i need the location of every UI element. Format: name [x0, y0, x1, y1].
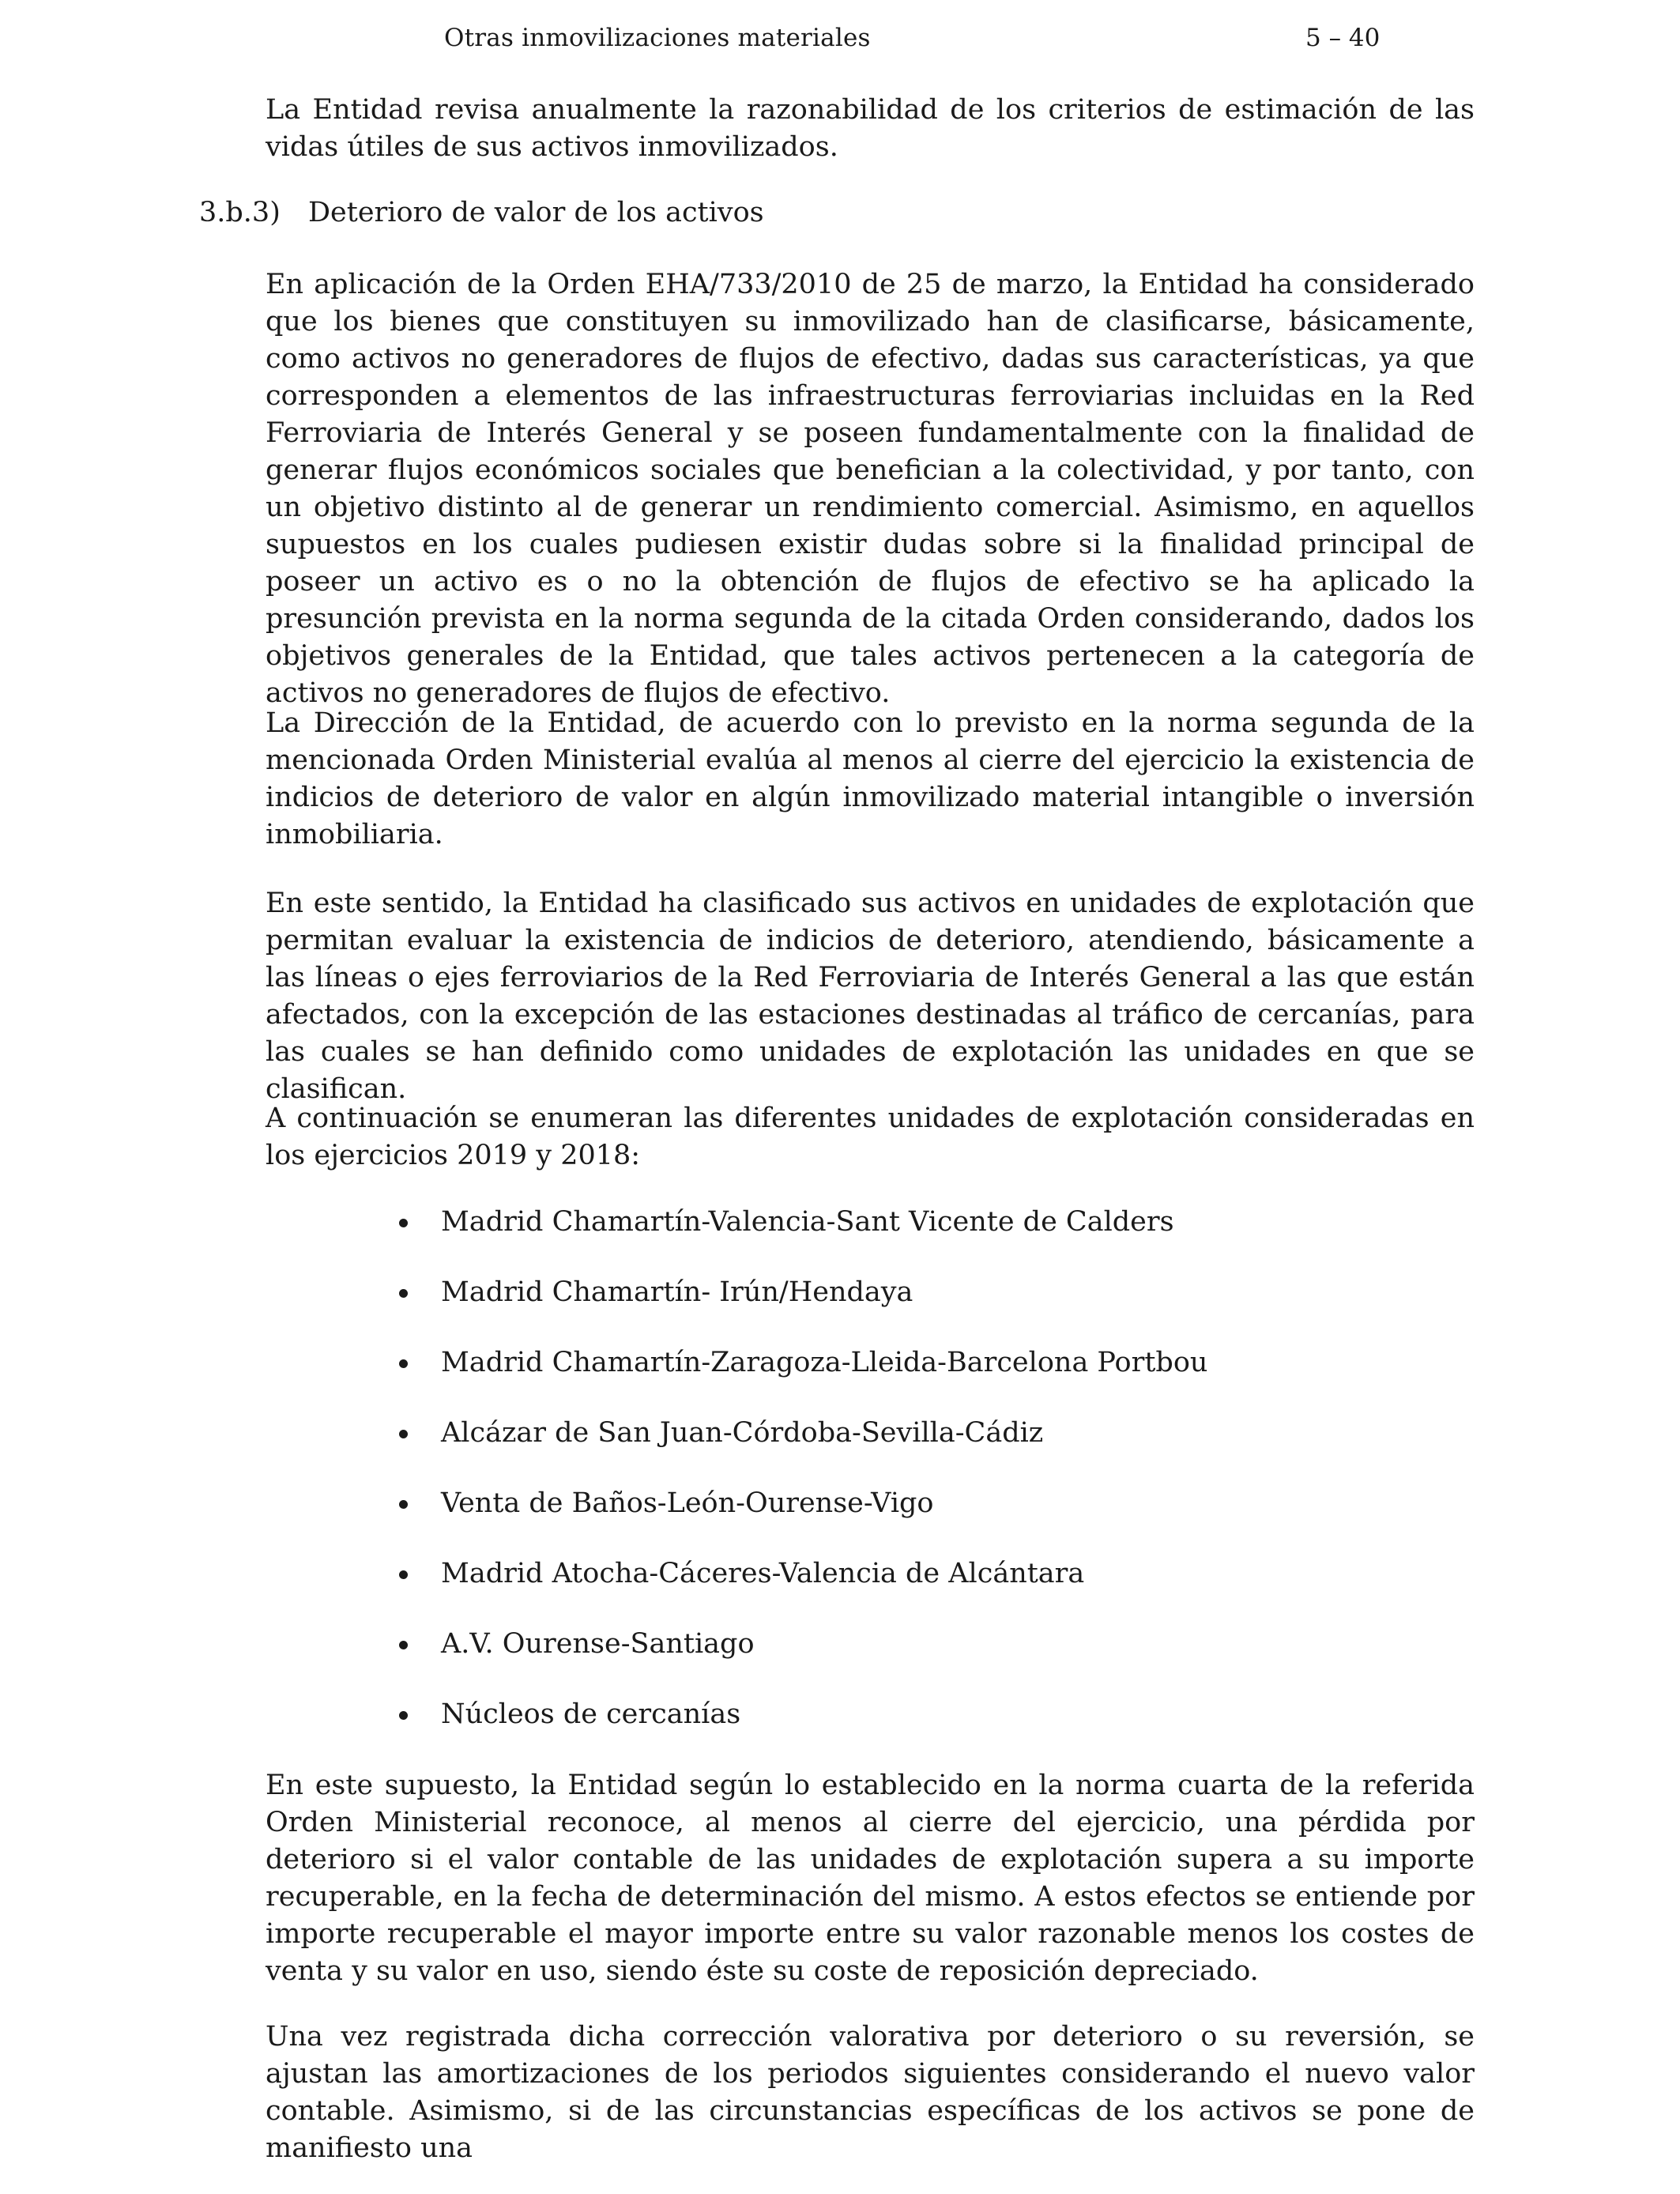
paragraph-orden: En aplicación de la Orden EHA/733/2010 de 25 de marzo, la Entidad ha considerado que los bienes que constituyen su inmovilizado han de clasificarse, básicamente, como activos no generadores de flujos de efectivo, dadas sus características, ya que corresponden a elementos de las infraestructuras ferroviarias incluidas en la Red Ferroviaria de Interés General y se poseen fundamentalmente con la finalidad de generar flujos económicos sociales que benefician a la colectividad, y por tanto, con un objetivo distinto al de generar un rendimiento comercial. Asimismo, en aquellos supuestos en los cuales pudiesen existir dudas sobre si la finalidad principal de poseer un activo es o no la obtención de flujos de efectivo se ha aplicado la presunción prevista en la norma segunda de la citada Orden considerando, dados los objetivos generales de la Entidad, que tales activos pertenecen a la categoría de activos no generadores de flujos de efectivo. — [266, 269, 1475, 709]
paragraph-clasificacion: En este sentido, la Entidad ha clasificado sus activos en unidades de explotación que permitan evaluar la existencia de indicios de deterioro, atendiendo, básicamente a las líneas o ejes ferroviarios de la Red Ferroviaria de Interés General a las que están afectados, con la excepción de las estaciones destinadas al tráfico de cercanías, para las cuales se han definido como unidades de explotación las unidades en que se clasifican. — [266, 888, 1475, 1105]
list-item-text: A.V. Ourense-Santiago — [441, 1628, 755, 1660]
section-number: 3.b.3) — [199, 197, 281, 228]
paragraph-correccion: Una vez registrada dicha corrección valorativa por deterioro o su reversión, se ajustan las amortizaciones de los periodos siguientes considerando el nuevo valor contable. Asimismo, si de las circunstancias específicas de los activos se pone de manifiesto una — [266, 2021, 1475, 2164]
paragraph-direccion: La Dirección de la Entidad, de acuerdo con lo previsto en la norma segunda de la mencionada Orden Ministerial evalúa al menos al cierre del ejercicio la existencia de indicios de deterioro de valor en algún inmovilizado material intangible o inversión inmobiliaria. — [266, 707, 1475, 850]
paragraph-supuesto: En este supuesto, la Entidad según lo establecido en la norma cuarta de la referida Orden Ministerial reconoce, al menos al cierre del ejercicio, una pérdida por deterioro si el valor contable de las unidades de explotación supera a su importe recuperable, en la fecha de determinación del mismo. A estos efectos se entiende por importe recuperable el mayor importe entre su valor razonable menos los costes de venta y su valor en uso, siendo éste su coste de reposición depreciado. — [266, 1770, 1475, 1987]
paragraph-enumeracion: A continuación se enumeran las diferentes unidades de explotación consideradas en los ejercicios 2019 y 2018: — [266, 1103, 1475, 1171]
list-item-text: Venta de Baños-León-Ourense-Vigo — [441, 1487, 934, 1519]
bullet-icon — [399, 1641, 408, 1649]
bullet-icon — [399, 1289, 408, 1298]
header-title: Otras inmovilizaciones materiales — [444, 24, 871, 52]
list-item-text: Madrid Chamartín-Zaragoza-Lleida-Barcelona Portbou — [441, 1347, 1208, 1378]
list-item-text: Alcázar de San Juan-Córdoba-Sevilla-Cádiz — [441, 1417, 1044, 1449]
list-item-text: Núcleos de cercanías — [441, 1698, 741, 1730]
list-item-text: Madrid Atocha-Cáceres-Valencia de Alcántara — [441, 1558, 1085, 1589]
bullet-icon — [399, 1219, 408, 1227]
bullet-icon — [399, 1711, 408, 1720]
list-item-text: Madrid Chamartín-Valencia-Sant Vicente de Calders — [441, 1206, 1174, 1238]
intro-paragraph: La Entidad revisa anualmente la razonabilidad de los criterios de estimación de las vidas útiles de sus activos inmovilizados. — [266, 94, 1475, 163]
list-item-text: Madrid Chamartín- Irún/Hendaya — [441, 1276, 913, 1308]
section-title: Deterioro de valor de los activos — [308, 197, 764, 228]
page-number: 5 – 40 — [1305, 24, 1381, 52]
bullet-icon — [399, 1359, 408, 1368]
bullet-icon — [399, 1570, 408, 1579]
bullet-icon — [399, 1430, 408, 1438]
bullet-icon — [399, 1500, 408, 1509]
